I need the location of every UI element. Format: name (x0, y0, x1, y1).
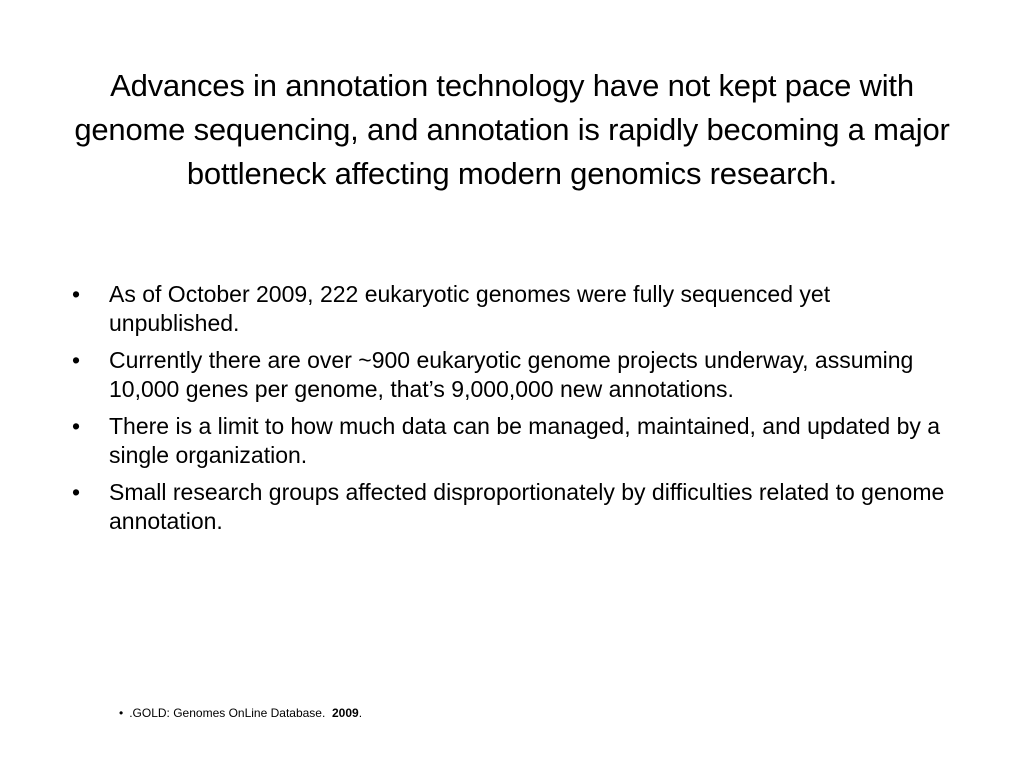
bullet-item (68, 280, 958, 338)
bullet-item (68, 478, 958, 536)
footnote-year: 2009 (331, 706, 359, 720)
bullet-text: Small research groups affected disproportionately by difficulties related to genome annotation. (109, 479, 945, 534)
bullet-text: There is a limit to how much data can be managed, maintained, and updated by a single organization. (109, 413, 941, 468)
slide-title: Advances in annotation technology have not kept pace with genome sequencing, and annotation is rapidly becoming a major bottleneck affecting modern genomics research. (74, 68, 950, 191)
footnote-source-text: .GOLD: Genomes OnLine Database. (129, 706, 326, 720)
bullet-list (68, 280, 958, 544)
footnote-bullet-icon: • (119, 706, 124, 720)
bullet-dot-icon: • (72, 479, 81, 505)
bullet-item (68, 346, 958, 404)
bullet-text: Currently there are over ~900 eukaryotic genome projects underway, assuming 10,000 genes per genome, that’s 9,000,000 new annotations. (109, 347, 914, 402)
bullet-dot-icon: • (72, 281, 81, 307)
bullet-item (68, 412, 958, 470)
footnote-end: . (358, 706, 363, 720)
bullet-dot-icon: • (72, 413, 81, 439)
bullet-text: As of October 2009, 222 eukaryotic genomes were fully sequenced yet unpublished. (109, 281, 831, 336)
source-footnote (119, 705, 362, 721)
bullet-dot-icon: • (72, 347, 81, 373)
